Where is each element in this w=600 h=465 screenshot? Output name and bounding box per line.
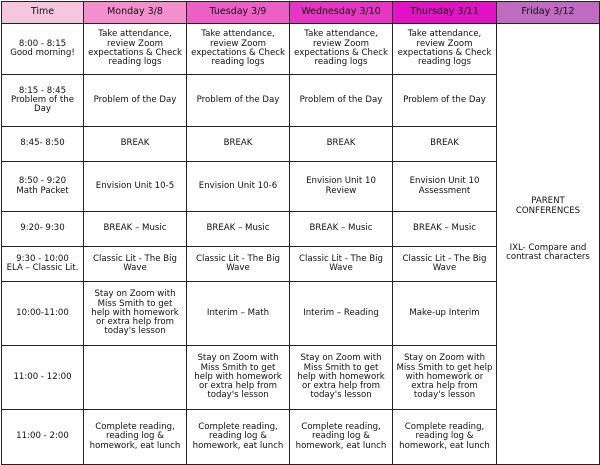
tuesday-cell: Complete reading, reading log & homework, eat lunch (187, 410, 290, 465)
weekly-schedule-table (1, 1, 600, 465)
thursday-cell: Classic Lit - The Big Wave (393, 247, 497, 282)
monday-cell: Stay on Zoom with Miss Smith to get help with homework or extra help from today's lesson (84, 282, 187, 346)
tuesday-cell: BREAK – Music (187, 212, 290, 247)
wednesday-cell: Take attendance, review Zoom expectations & Check reading logs (290, 24, 393, 75)
tuesday-cell: Interim – Math (187, 282, 290, 346)
time-cell: 10:00-11:00 (2, 282, 84, 346)
time-cell: 8:45- 8:50 (2, 127, 84, 162)
thursday-cell: Make-up Interim (393, 282, 497, 346)
tuesday-cell: Take attendance, review Zoom expectations & Check reading logs (187, 24, 290, 75)
monday-cell: Complete reading, reading log & homework, eat lunch (84, 410, 187, 465)
header-thursday: Thursday 3/11 (393, 2, 497, 24)
friday-note-conferences: PARENT CONFERENCES (515, 196, 581, 216)
thursday-cell: Complete reading, reading log & homework, eat lunch (393, 410, 497, 465)
time-cell: 11:00 - 12:00 (2, 346, 84, 410)
monday-cell: BREAK (84, 127, 187, 162)
wednesday-cell: BREAK (290, 127, 393, 162)
thursday-cell: Stay on Zoom with Miss Smith to get help with homework or extra help from today's lesson (393, 346, 497, 410)
wednesday-cell: Stay on Zoom with Miss Smith to get help with homework or extra help from today's lesson (290, 346, 393, 410)
time-cell: 9:30 - 10:00 ELA – Classic Lit. (2, 247, 84, 282)
tuesday-cell: Problem of the Day (187, 75, 290, 127)
tuesday-cell: Envision Unit 10-6 (187, 162, 290, 212)
table-row (2, 24, 600, 75)
time-cell: 8:50 - 9:20 Math Packet (2, 162, 84, 212)
monday-cell: Problem of the Day (84, 75, 187, 127)
friday-note-ixl: IXL- Compare and contrast characters (506, 243, 590, 263)
thursday-cell: Take attendance, review Zoom expectations & Check reading logs (393, 24, 497, 75)
tuesday-cell: BREAK (187, 127, 290, 162)
time-cell: 9:20- 9:30 (2, 212, 84, 247)
header-monday: Monday 3/8 (84, 2, 187, 24)
header-time: Time (2, 2, 84, 24)
monday-cell: BREAK – Music (84, 212, 187, 247)
monday-cell (84, 346, 187, 410)
header-row (2, 2, 600, 24)
thursday-cell: Envision Unit 10 Assessment (393, 162, 497, 212)
tuesday-cell: Stay on Zoom with Miss Smith to get help with homework or extra help from today's lesson (187, 346, 290, 410)
time-cell: 8:15 - 8:45 Problem of the Day (2, 75, 84, 127)
wednesday-cell: Interim – Reading (290, 282, 393, 346)
time-cell: 11:00 - 2:00 (2, 410, 84, 465)
wednesday-cell: BREAK – Music (290, 212, 393, 247)
header-friday: Friday 3/12 (497, 2, 600, 24)
friday-cell (497, 24, 600, 465)
monday-cell: Classic Lit - The Big Wave (84, 247, 187, 282)
header-wednesday: Wednesday 3/10 (290, 2, 393, 24)
thursday-cell: BREAK (393, 127, 497, 162)
header-tuesday: Tuesday 3/9 (187, 2, 290, 24)
thursday-cell: BREAK – Music (393, 212, 497, 247)
wednesday-cell: Complete reading, reading log & homework, eat lunch (290, 410, 393, 465)
thursday-cell: Problem of the Day (393, 75, 497, 127)
tuesday-cell: Classic Lit - The Big Wave (187, 247, 290, 282)
monday-cell: Take attendance, review Zoom expectations & Check reading logs (84, 24, 187, 75)
wednesday-cell: Classic Lit - The Big Wave (290, 247, 393, 282)
wednesday-cell: Problem of the Day (290, 75, 393, 127)
wednesday-cell: Envision Unit 10 Review (290, 162, 393, 212)
monday-cell: Envision Unit 10-5 (84, 162, 187, 212)
time-cell: 8:00 - 8:15 Good morning! (2, 24, 84, 75)
